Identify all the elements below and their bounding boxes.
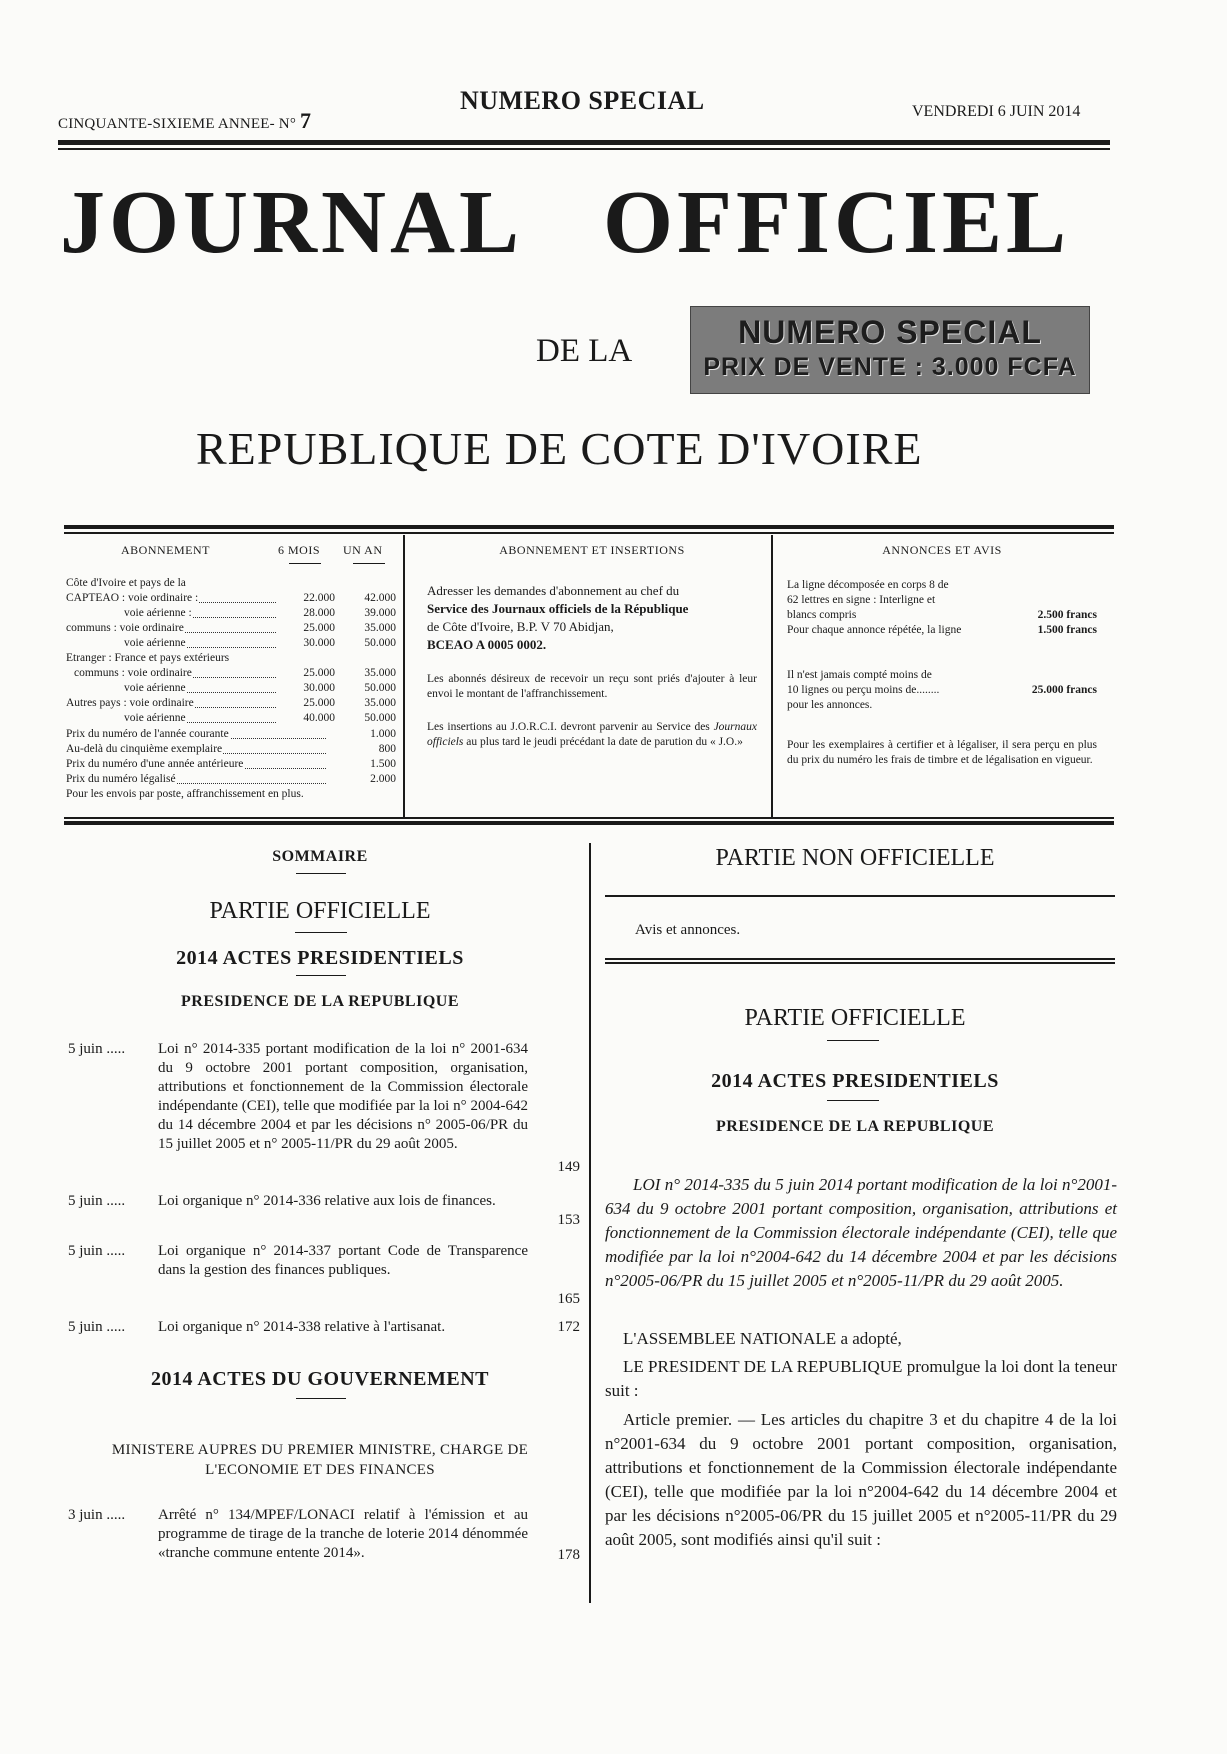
toc-text: Loi organique n° 2014-338 relative à l'artisanat. <box>158 1319 446 1335</box>
rate-label: Côte d'Ivoire et pays de la <box>66 577 186 589</box>
right-actes-pres: 2014 ACTES PRESIDENTIELS <box>711 1070 999 1092</box>
sommaire-actes-pres: 2014 ACTES PRESIDENTIELS <box>176 947 464 969</box>
toc-date: 3 juin ..... <box>68 1507 126 1523</box>
box-top-rule <box>64 525 1114 529</box>
toc-date: 5 juin ..... <box>68 1243 126 1259</box>
rate-label: communs : voie ordinaire <box>66 622 184 634</box>
annonce-price: 1.500 francs <box>1037 624 1097 636</box>
rate-label: voie aérienne <box>66 711 187 726</box>
price-row <box>66 757 396 772</box>
toc-page: 149 <box>557 1159 580 1175</box>
price-label: Prix du numéro légalisé <box>66 773 176 785</box>
address-line: Adresser les demandes d'abonnement au chef du <box>427 583 680 598</box>
rate-6mois: 25.000 <box>279 666 335 681</box>
annonce-line: Il n'est jamais compté moins de <box>787 669 932 681</box>
sommaire-title: SOMMAIRE <box>272 848 368 865</box>
special-edition-label: NUMERO SPECIAL <box>460 86 705 115</box>
loi-title-text: LOI n° 2014-335 du 5 juin 2014 portant modification de la loi n°2001-634 du 9 octobre 2001 portant composition, organisation, attributions et fonctionnement de la Commission électorale indépendante (CEI), telle que modifiée par la loi n°2004-642 du 14 décembre 2004 et par les décisions n°2005-06/PR du 15 juillet 2005 et n°2005-11/PR du 29 août 2005. <box>605 1175 1117 1290</box>
annonce-price: 2.500 francs <box>1037 609 1097 621</box>
rate-6mois: 25.000 <box>279 621 335 636</box>
annonce-price: 25.000 francs <box>1031 684 1097 696</box>
toc-date: 5 juin ..... <box>68 1041 126 1057</box>
box-bottom-rule-thin <box>64 817 1114 819</box>
avis-annonces[interactable]: Avis et annonces. <box>635 922 741 938</box>
toc-date: 5 juin ..... <box>68 1319 126 1335</box>
abonnement-panel <box>66 543 396 813</box>
rate-6mois: 30.000 <box>279 681 335 696</box>
annonce-line: pour les annonces. <box>787 699 873 711</box>
rate-unan: 50.000 <box>340 711 396 726</box>
toc-entry[interactable] <box>68 1040 580 1180</box>
annonces-minimum <box>787 668 1097 738</box>
rate-label: voie aérienne <box>66 681 187 696</box>
insertions-panel <box>427 543 757 750</box>
assemblee-line: L'ASSEMBLEE NATIONALE a adopté, <box>623 1329 902 1348</box>
postage-note: Pour les envois par poste, affranchissement en plus. <box>66 788 304 800</box>
rate-unan: 35.000 <box>340 666 396 681</box>
rate-label: Autres pays : voie ordinaire <box>66 697 194 709</box>
box-top-rule-thin <box>64 532 1114 534</box>
rate-6mois: 22.000 <box>279 591 335 606</box>
rate-6mois: 40.000 <box>279 711 335 726</box>
issue-date: VENDREDI 6 JUIN 2014 <box>912 103 1081 120</box>
right-presidence: PRESIDENCE DE LA REPUBLIQUE <box>716 1118 994 1135</box>
address-bceao: BCEAO A 0005 0002. <box>427 637 547 652</box>
section-rule <box>605 895 1115 897</box>
annonce-line: Pour chaque annonce répétée, la ligne <box>787 624 962 636</box>
rate-label: voie aérienne <box>66 636 187 651</box>
sommaire-actes-gouv: 2014 ACTES DU GOUVERNEMENT <box>150 1368 490 1390</box>
column-divider <box>589 843 591 1603</box>
insertions-header: ABONNEMENT ET INSERTIONS <box>499 543 685 557</box>
title-underline <box>296 1398 346 1399</box>
annonce-line: blancs compris <box>787 609 857 621</box>
rate-row <box>66 606 396 621</box>
insertion-deadline <box>427 720 757 750</box>
toc-page: 178 <box>557 1547 580 1563</box>
rate-unan: 42.000 <box>340 591 396 606</box>
rate-row <box>66 651 396 666</box>
rate-label: Etranger : France et pays extérieurs <box>66 652 230 664</box>
insertions-address <box>427 582 757 654</box>
rate-6mois: 28.000 <box>279 606 335 621</box>
box-bottom-rule <box>64 821 1114 825</box>
ministere-line: MINISTERE AUPRES DU PREMIER MINISTRE, CHARGE DE <box>111 1442 529 1458</box>
rate-row <box>66 621 396 636</box>
annonces-panel <box>787 543 1097 768</box>
president-line: LE PRESIDENT DE LA REPUBLIQUE promulgue la loi dont la teneur suit : <box>605 1357 1117 1400</box>
box-divider-2 <box>771 535 773 817</box>
partie-non-officielle: PARTIE NON OFFICIELLE <box>715 845 995 871</box>
annonce-line: 10 lignes ou perçu moins de........ <box>787 684 940 696</box>
masthead-rule-thin <box>58 148 1110 150</box>
title-word-officiel: OFFICIEL <box>603 173 1071 272</box>
col-underline <box>289 563 321 564</box>
annonces-header: ANNONCES ET AVIS <box>882 543 1002 557</box>
annonce-line: 62 lettres en signe : Interligne et <box>787 594 936 606</box>
ministere-heading <box>60 1440 580 1480</box>
rate-unan: 35.000 <box>340 621 396 636</box>
toc-entry[interactable] <box>68 1192 580 1232</box>
rate-unan: 35.000 <box>340 696 396 711</box>
rate-label: voie aérienne : <box>66 606 193 621</box>
badge-price: PRIX DE VENTE : 3.000 FCFA <box>703 353 1077 381</box>
year-label: CINQUANTE-SIXIEME ANNEE- N° <box>58 116 297 132</box>
toc-entry[interactable] <box>68 1506 580 1568</box>
toc-text: Arrêté n° 134/MPEF/LONACI relatif à l'émission et au programme de tirage de la tranche de loterie 2014 dénommée «tranche commune entente 2014». <box>158 1507 528 1561</box>
legalisation-note: Pour les exemplaires à certifier et à légaliser, il sera perçu en plus du prix du numéro les frais de timbre et de légalisation en vigueur. <box>787 739 1097 766</box>
price-row <box>66 772 396 787</box>
toc-text: Loi organique n° 2014-337 portant Code de Transparence dans la gestion des finances publiques. <box>158 1243 528 1278</box>
address-service: Service des Journaux officiels de la République <box>427 601 689 616</box>
rate-unan: 39.000 <box>340 606 396 621</box>
section-rule <box>605 962 1115 964</box>
toc-date: 5 juin ..... <box>68 1193 126 1209</box>
col-6mois: 6 MOIS <box>278 543 321 557</box>
rate-6mois: 25.000 <box>279 696 335 711</box>
rate-row <box>66 591 396 606</box>
price-row <box>66 742 396 757</box>
masthead-rule <box>58 140 1110 145</box>
article-premier: Article premier. — Les articles du chapitre 3 et du chapitre 4 de la loi n°2001-634 du 9 octobre 2001 portant composition, organisation, attributions et fonctionnement de la Commission électorale indépendante (CEI), telle que modifiée par la loi n°2004-642 du 14 décembre 2004 et par les décisions n°2005-06/PR du 15 juillet 2005 et n°2005-11/PR du 29 août 2005, sont modifiés ainsi qu'il suit : <box>605 1410 1117 1549</box>
annonces-rates <box>787 578 1097 668</box>
price-value: 800 <box>326 742 396 757</box>
title-underline <box>827 1040 879 1041</box>
ministere-line: L'ECONOMIE ET DES FINANCES <box>205 1462 435 1478</box>
receipt-note: Les abonnés désireux de recevoir un reçu sont priés d'ajouter à leur envoi le montant de l'affranchissement. <box>427 673 757 700</box>
title-word-journal: JOURNAL <box>60 173 524 272</box>
sommaire-partie: PARTIE OFFICIELLE <box>209 898 431 924</box>
toc-page: 165 <box>557 1291 580 1307</box>
abonnement-header: ABONNEMENT <box>121 543 210 557</box>
title-underline <box>296 975 346 976</box>
sommaire-presidence: PRESIDENCE DE LA REPUBLIQUE <box>181 993 459 1010</box>
journal-title <box>60 173 1071 272</box>
right-partie-officielle: PARTIE OFFICIELLE <box>744 1005 966 1031</box>
rate-label: CAPTEAO : voie ordinaire : <box>66 592 199 604</box>
rate-label: communs : voie ordinaire <box>66 666 193 681</box>
rate-row <box>66 636 396 651</box>
issue-label <box>58 108 311 134</box>
price-value: 1.000 <box>326 727 396 742</box>
toc-page: 172 <box>557 1319 580 1335</box>
title-underline <box>295 932 347 933</box>
deadline-text: Les insertions au J.O.R.C.I. devront parvenir au Service des <box>427 721 710 733</box>
republic-title: REPUBLIQUE DE COTE D'IVOIRE <box>196 423 923 474</box>
price-row <box>66 727 396 742</box>
toc-entry[interactable] <box>68 1242 580 1307</box>
toc-entry[interactable] <box>68 1318 580 1338</box>
rate-row <box>66 711 396 726</box>
box-divider-1 <box>403 535 405 817</box>
section-rule <box>605 958 1115 960</box>
rate-6mois: 30.000 <box>279 636 335 651</box>
rate-row <box>66 696 396 711</box>
price-label: Prix du numéro d'une année antérieure <box>66 758 244 770</box>
title-underline <box>296 873 346 874</box>
toc-text: Loi n° 2014-335 portant modification de la loi n° 2001-634 du 9 octobre 2001 portant composition, organisation, attributions et fonctionnement de la Commission électorale indépendante (CEI), telle que modifiée par la loi n° 2004-642 du 14 décembre 2004 et par les décisions n° 2005-06/PR du 15 juillet 2005 et n° 2005-11/PR du 29 août 2005. <box>158 1041 528 1152</box>
col-underline <box>353 563 385 564</box>
de-la-label: DE LA <box>536 333 633 369</box>
badge-special: NUMERO SPECIAL <box>738 314 1042 350</box>
loi-title <box>605 1173 1117 1293</box>
address-line: de Côte d'Ivoire, B.P. V 70 Abidjan, <box>427 619 614 634</box>
rate-unan: 50.000 <box>340 681 396 696</box>
price-label: Prix du numéro de l'année courante <box>66 728 229 740</box>
rate-row <box>66 666 396 681</box>
deadline-text: au plus tard le jeudi précédant la date de parution du « J.O.» <box>466 736 743 748</box>
price-value: 1.500 <box>326 757 396 772</box>
special-price-badge <box>690 306 1090 394</box>
toc-page: 153 <box>557 1212 580 1228</box>
price-value: 2.000 <box>326 772 396 787</box>
price-label: Au-delà du cinquième exemplaire <box>66 743 223 755</box>
annonce-line: La ligne décomposée en corps 8 de <box>787 579 949 591</box>
rate-row <box>66 576 396 591</box>
title-underline <box>827 1100 879 1101</box>
issue-number: 7 <box>300 108 312 133</box>
toc-text: Loi organique n° 2014-336 relative aux lois de finances. <box>158 1193 496 1209</box>
rate-unan: 50.000 <box>340 636 396 651</box>
col-unan: UN AN <box>343 543 383 557</box>
deadline-emph: Journaux officiels <box>427 721 757 748</box>
rate-row <box>66 681 396 696</box>
